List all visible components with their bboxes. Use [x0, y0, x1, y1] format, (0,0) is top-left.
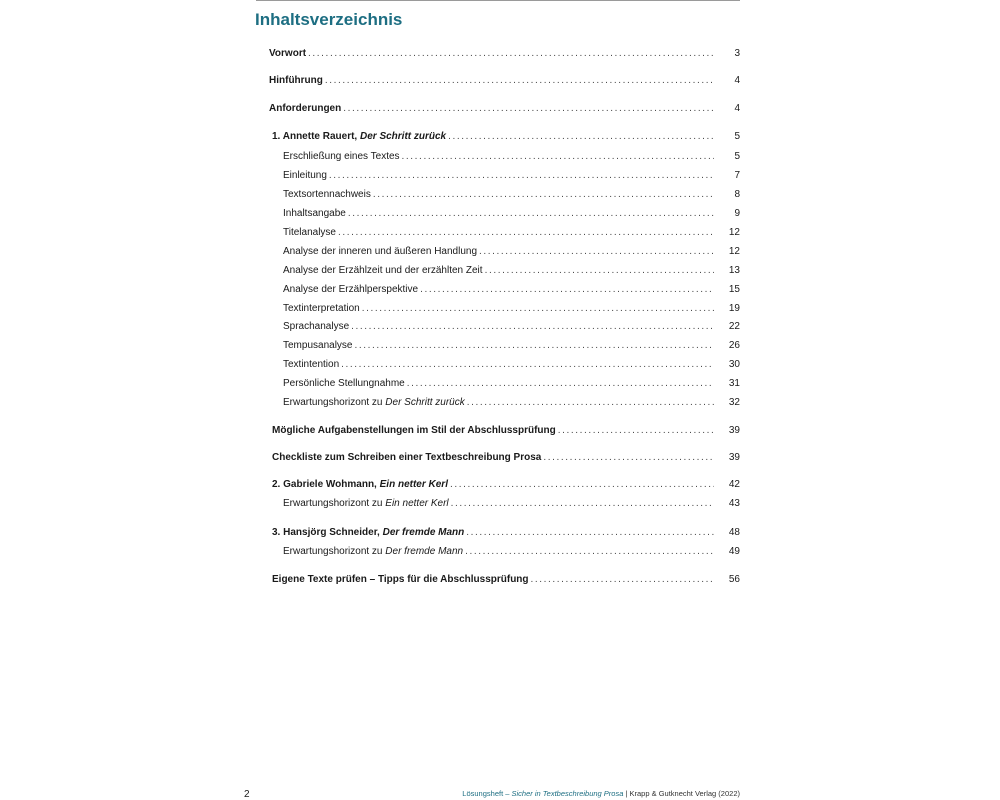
toc-entry-page: 32: [728, 397, 740, 408]
toc-subentry[interactable]: [283, 303, 740, 316]
toc-entry-label-text: 1. Annette Rauert,: [272, 131, 360, 142]
toc-leader-dots: [308, 48, 714, 60]
toc-entry-page: 26: [728, 340, 740, 351]
toc-entry-page: 9: [734, 208, 740, 219]
toc-entry-label: [283, 498, 449, 510]
page-title: Inhaltsverzeichnis: [255, 10, 403, 29]
toc-subentry[interactable]: [283, 397, 740, 410]
toc-entry-label: Tempusanalyse: [283, 340, 353, 351]
toc-entry-title-italic: Der fremde Mann: [382, 527, 465, 538]
toc-entry-label: Checkliste zum Schreiben einer Textbeschreibung Prosa: [272, 452, 542, 463]
toc-subentry[interactable]: [283, 284, 740, 297]
toc-leader-dots: [465, 546, 714, 558]
toc-leader-dots: [362, 303, 714, 315]
toc-subentry[interactable]: [283, 359, 740, 372]
toc-entry-label-text: 3. Hansjörg Schneider,: [272, 527, 383, 538]
toc-entry-chapter-3[interactable]: [272, 527, 740, 540]
toc-entry-vorwort[interactable]: [269, 48, 740, 61]
toc-entry-page: 22: [728, 321, 740, 332]
toc-entry-page: 42: [728, 479, 740, 490]
toc-entry-title-italic: Der fremde Mann: [385, 546, 464, 557]
toc-leader-dots: [373, 189, 714, 201]
footer-prefix: Lösungsheft –: [462, 789, 512, 798]
toc-entry-page: 15: [728, 284, 740, 295]
toc-entry-label: [272, 131, 446, 143]
toc-entry-label: [283, 397, 465, 409]
toc-entry-label: Textinterpretation: [283, 303, 360, 314]
toc-entry-page: 5: [734, 151, 740, 162]
toc-entry-anforderungen[interactable]: [269, 103, 740, 116]
toc-entry-page: 31: [728, 378, 740, 389]
toc-subentry[interactable]: [283, 246, 740, 259]
toc-entry-label-text: Erwartungshorizont zu: [283, 397, 386, 408]
toc-subentry[interactable]: [283, 189, 740, 202]
toc-leader-dots: [348, 208, 714, 220]
toc-entry-label: [272, 479, 448, 491]
toc-leader-dots: [466, 527, 714, 539]
toc-subentry[interactable]: [283, 227, 740, 240]
toc-entry-label: Erschließung eines Textes: [283, 151, 400, 162]
toc-leader-dots: [338, 227, 714, 239]
toc-entry-page: 7: [734, 170, 740, 181]
toc-subentry[interactable]: [283, 208, 740, 221]
toc-entry-label: Titelanalyse: [283, 227, 336, 238]
toc-entry-label: Eigene Texte prüfen – Tipps für die Abschlussprüfung: [272, 574, 529, 585]
toc-entry-label-text: Erwartungshorizont zu: [283, 546, 386, 557]
toc-subentry[interactable]: [283, 170, 740, 183]
toc-subentry[interactable]: [283, 265, 740, 278]
toc-leader-dots: [329, 170, 714, 182]
toc-entry-hinfuehrung[interactable]: [269, 75, 740, 88]
toc-leader-dots: [558, 425, 714, 437]
toc-leader-dots: [450, 479, 714, 491]
footer-book-title: Sicher in Textbeschreibung Prosa: [511, 789, 624, 798]
toc-entry-label: Textsortennachweis: [283, 189, 371, 200]
toc-leader-dots: [485, 265, 714, 277]
toc-entry-page: 8: [734, 189, 740, 200]
toc-entry-page: 39: [728, 425, 740, 436]
toc-entry-page: 39: [728, 452, 740, 463]
toc-entry-page: 56: [728, 574, 740, 585]
toc-entry-label: Analyse der inneren und äußeren Handlung: [283, 246, 478, 257]
toc-leader-dots: [479, 246, 714, 258]
footer-citation: [462, 789, 740, 798]
toc-leader-dots: [343, 103, 714, 115]
toc-entry-label: [272, 527, 464, 539]
toc-entry-label: [283, 546, 463, 558]
toc-entry-title-italic: Ein netter Kerl: [379, 479, 448, 490]
toc-entry-page: 30: [728, 359, 740, 370]
toc-entry-aufgabenstellungen[interactable]: [272, 425, 740, 438]
toc-entry-label: Einleitung: [283, 170, 327, 181]
toc-entry-page: 19: [728, 303, 740, 314]
toc-subentry[interactable]: [283, 498, 740, 511]
toc-entry-label: Hinführung: [269, 75, 323, 86]
top-rule: [256, 0, 740, 1]
toc-entry-label: Anforderungen: [269, 103, 342, 114]
toc-entry-page: 48: [728, 527, 740, 538]
toc-leader-dots: [451, 498, 714, 510]
toc-entry-page: 12: [728, 246, 740, 257]
toc-entry-eigene-texte[interactable]: [272, 574, 740, 587]
toc-entry-label: Mögliche Aufgabenstellungen im Stil der Abschlussprüfung: [272, 425, 556, 436]
toc-leader-dots: [448, 131, 714, 143]
toc-entry-chapter-2[interactable]: [272, 479, 740, 492]
toc-leader-dots: [325, 75, 714, 87]
toc-subentry[interactable]: [283, 378, 740, 391]
toc-leader-dots: [467, 397, 714, 409]
toc-subentry[interactable]: [283, 546, 740, 559]
toc-entry-label: Vorwort: [269, 48, 307, 59]
toc-entry-label: Sprachanalyse: [283, 321, 350, 332]
toc-entry-page: 3: [734, 48, 740, 59]
toc-leader-dots: [341, 359, 714, 371]
toc-subentry[interactable]: [283, 321, 740, 334]
toc-leader-dots: [351, 321, 714, 333]
toc-entry-page: 5: [734, 131, 740, 142]
toc-leader-dots: [420, 284, 714, 296]
toc-entry-title-italic: Der Schritt zurück: [359, 131, 447, 142]
footer-publisher: | Krapp & Gutknecht Verlag (2022): [623, 789, 740, 798]
toc-entry-page: 43: [728, 498, 740, 509]
toc-entry-label: Inhaltsangabe: [283, 208, 346, 219]
toc-entry-label-text: 2. Gabriele Wohmann,: [272, 479, 380, 490]
toc-leader-dots: [543, 452, 714, 464]
toc-leader-dots: [402, 151, 714, 163]
toc-subentry[interactable]: [283, 340, 740, 353]
toc-entry-page: 49: [728, 546, 740, 557]
toc-entry-page: 12: [728, 227, 740, 238]
toc-entry-label: Textintention: [283, 359, 340, 370]
toc-entry-page: 4: [734, 75, 740, 86]
toc-entry-checkliste[interactable]: [272, 452, 740, 465]
toc-entry-label: Analyse der Erzählzeit und der erzählten Zeit: [283, 265, 483, 276]
toc-entry-label: Persönliche Stellungnahme: [283, 378, 405, 389]
footer-page-number: 2: [244, 789, 250, 800]
toc-leader-dots: [354, 340, 714, 352]
toc-entry-label-text: Erwartungshorizont zu: [283, 498, 386, 509]
toc-entry-page: 4: [734, 103, 740, 114]
toc-subentry[interactable]: [283, 151, 740, 164]
toc-entry-title-italic: Der Schritt zurück: [385, 397, 465, 408]
toc-leader-dots: [407, 378, 714, 390]
toc-entry-title-italic: Ein netter Kerl: [385, 498, 449, 509]
toc-leader-dots: [531, 574, 714, 586]
toc-entry-page: 13: [728, 265, 740, 276]
toc-entry-chapter-1[interactable]: [272, 131, 740, 144]
toc-entry-label: Analyse der Erzählperspektive: [283, 284, 419, 295]
